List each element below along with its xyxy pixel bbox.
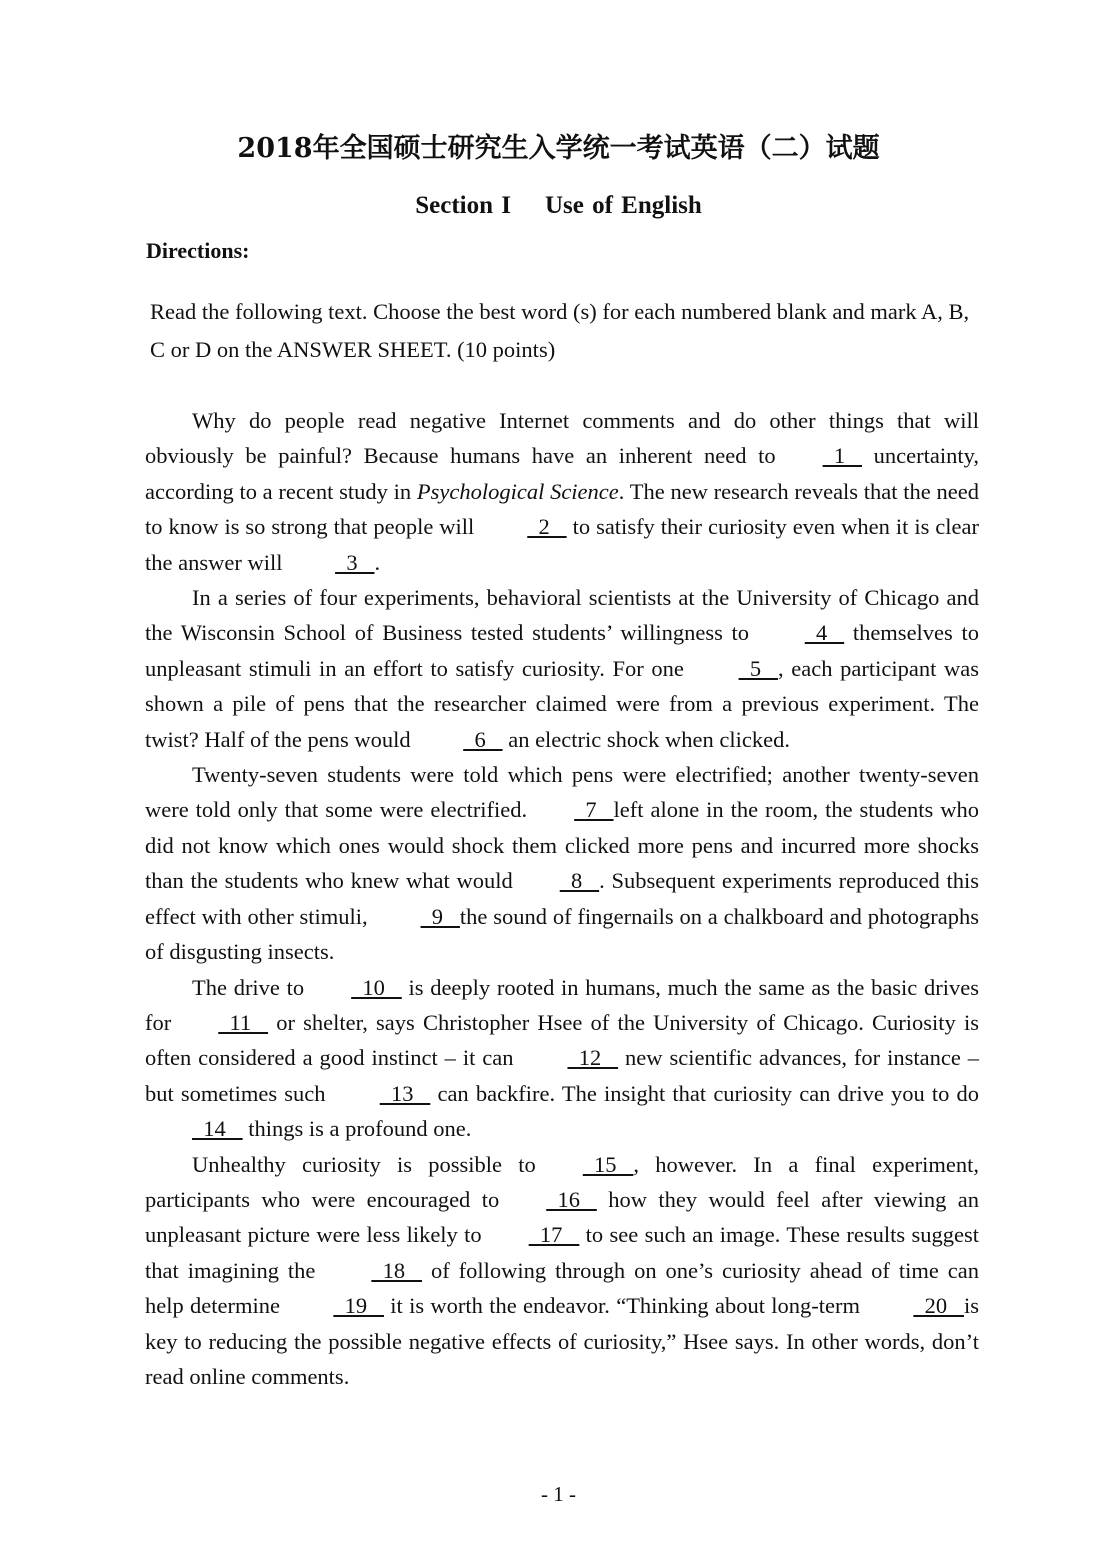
cloze-passage [145,403,979,1394]
answer-blank-20: 20 [913,1293,964,1319]
section-heading [0,192,1117,220]
answer-blank-8: 8 [559,868,600,894]
passage-paragraph: Twenty-seven students were told which pens were electrified; another twenty-seven were told only that some were electrified. 7 left alone in the room, the students who did not know which ones would shock them clicked more pens and incurred more shocks than the students who knew what would 8 . Subsequent experiments reproduced this effect with other stimuli, 9 the sound of fingernails on a chalkboard and photographs of disgusting insects. [145,762,979,965]
passage-paragraph: Unhealthy curiosity is possible to 15 , however. In a final experiment, participants who were encouraged to 16 how they would feel after viewing an unpleasant picture were less likely to 17 to see such an image. These results suggest that imagining the 18 of following through on one’s curiosity ahead of time can help determine 19 it is worth the endeavor. “Thinking about long-term 20 is key to reducing the possible negative effects of curiosity,” Hsee says. In other words, don’t read online comments. [145,1147,979,1395]
answer-blank-6: 6 [463,726,503,752]
answer-blank-3: 3 [335,549,375,575]
answer-blank-7: 7 [574,797,614,823]
answer-blank-4: 4 [804,620,845,646]
answer-blank-9: 9 [420,903,460,929]
section-number: Section I [415,192,511,219]
answer-blank-14: 14 [192,1116,243,1142]
answer-blank-2: 2 [527,514,567,540]
passage-paragraph: In a series of four experiments, behavioral scientists at the University of Chicago and the Wisconsin School of Business tested students’ willingness to 4 themselves to unpleasant stimuli in an effort to satisfy curiosity. For one 5 , each participant was shown a pile of pens that the researcher claimed were from a previous experiment. The twist? Half of the pens would 6 an electric shock when clicked. [145,580,979,757]
answer-blank-10: 10 [351,974,402,1000]
passage-paragraph: The drive to 10 is deeply rooted in humans, much the same as the basic drives for 11 or shelter, says Christopher Hsee of the University of Chicago. Curiosity is often considered a good instinct – it can 12 new scientific advances, for instance – but sometimes such 13 can backfire. The insight that curiosity can drive you to do 14 things is a profound one. [145,970,979,1147]
exam-title: 2018年全国硕士研究生入学统一考试英语（二）试题 [237,133,880,164]
answer-blank-19: 19 [333,1293,384,1319]
answer-blank-17: 17 [528,1222,580,1248]
section-name: Use of English [544,192,702,219]
directions-text: Read the following text. Choose the best word (s) for each numbered blank and mark A, B, C or D on the ANSWER SHEET. (10 points) [150,299,970,362]
answer-blank-12: 12 [567,1045,619,1071]
passage-paragraph: Why do people read negative Internet comments and do other things that will obviously be painful? Because humans have an inherent need to 1 uncertainty, according to a recent study in Psychological Science. The new research reveals that the need to know is so strong that people will 2 to satisfy their curiosity even when it is clear the answer will 3 . [145,403,979,580]
answer-blank-15: 15 [582,1151,634,1177]
answer-blank-5: 5 [738,655,778,681]
directions-label: Directions: [146,238,250,263]
answer-blank-16: 16 [546,1186,597,1212]
answer-blank-11: 11 [218,1009,269,1035]
answer-blank-1: 1 [822,443,862,469]
answer-blank-13: 13 [379,1080,431,1106]
answer-blank-18: 18 [371,1257,422,1283]
page-number: - 1 - [541,1482,576,1506]
journal-title: Psychological Science [416,478,619,504]
